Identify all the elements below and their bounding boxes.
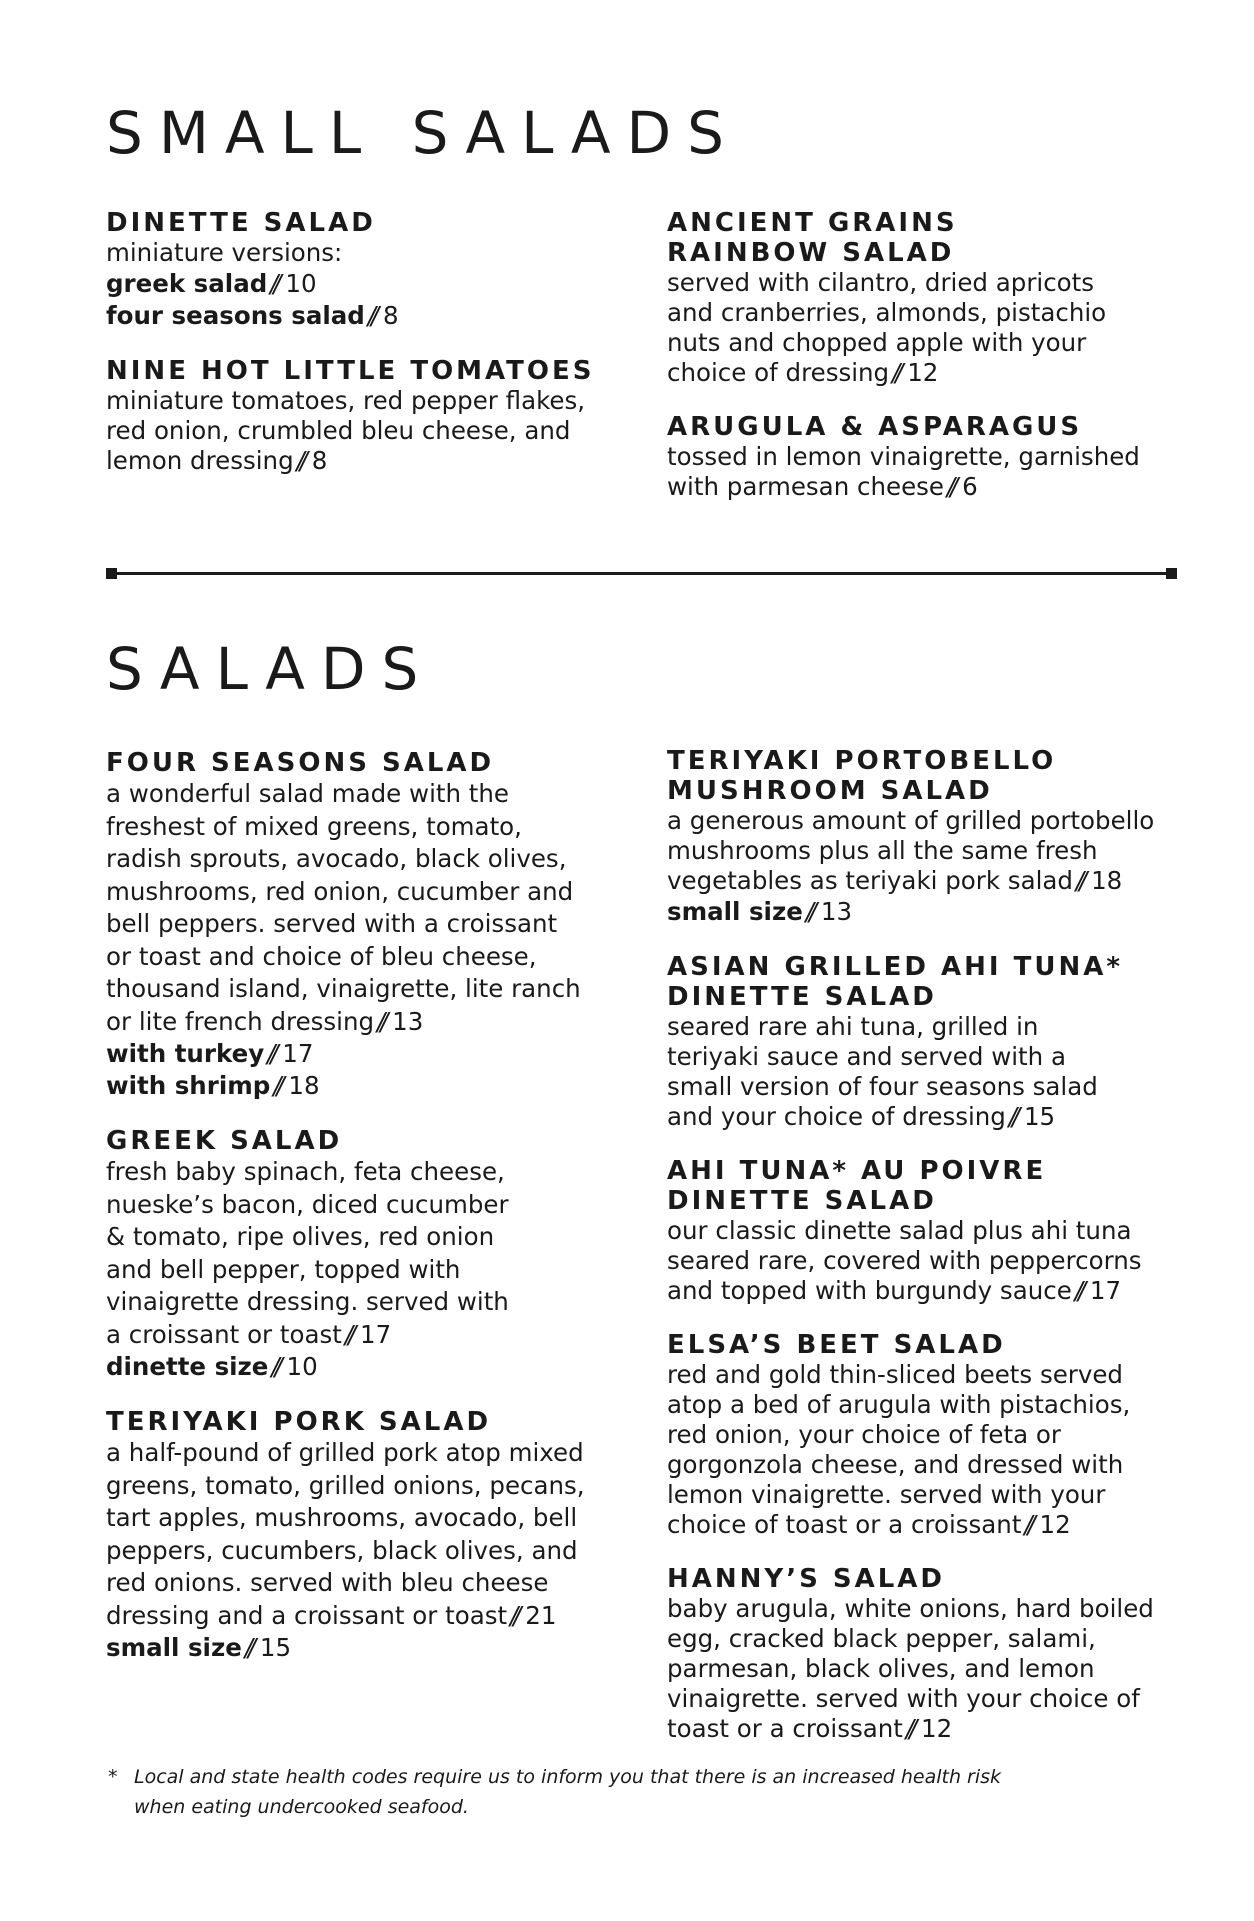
item-description: miniature versions: [106, 238, 343, 267]
item-price: // 6 [944, 472, 978, 501]
item-price: // 15 [242, 1633, 291, 1662]
item-price: // 12 [1021, 1510, 1070, 1539]
item-variant: four seasons salad// 8 [106, 300, 626, 332]
item-description: baby arugula, white onions, hard boiled egg, cracked black pepper, salami, parmesan, black olives, and lemon vinaigrette. served with your choice of toast or a croissant// 12 [667, 1594, 1167, 1744]
footnote-line-2: when eating undercooked seafood. [134, 1796, 469, 1818]
item-variant: dinette size// 10 [106, 1351, 606, 1383]
footnote-line-1: Local and state health codes require us to inform you that there is an increased health risk [134, 1766, 1002, 1788]
item-description: fresh baby spinach, feta cheese, nueske’s bacon, diced cucumber & tomato, ripe olives, red onion and bell pepper, topped with vinaigrette dressing. served with a croissant or toast// 17 [106, 1156, 516, 1351]
menu-item-ancient-grains-rainbow-salad [667, 208, 1167, 388]
item-name: FOUR SEASONS SALAD [106, 748, 495, 778]
salads-title: SALADS [106, 635, 435, 703]
item-name: ELSA’S BEET SALAD [667, 1330, 1006, 1360]
item-description: a generous amount of grilled portobello mushrooms plus all the same fresh vegetables as teriyaki pork salad// 18 [667, 806, 1167, 896]
item-description: our classic dinette salad plus ahi tuna seared rare, covered with peppercorns and topped with burgundy sauce// 17 [667, 1216, 1167, 1306]
health-code-footnote [108, 1762, 1008, 1822]
item-name: DINETTE SALAD [106, 208, 376, 238]
salads-right-column [667, 746, 1167, 1768]
menu-item-asian-grilled-ahi-tuna-dinette-salad [667, 952, 1167, 1132]
footnote-asterisk: * [108, 1766, 118, 1788]
item-price: // 13 [374, 1007, 423, 1036]
item-description: a wonderful salad made with the freshest of mixed greens, tomato, radish sprouts, avocado, black olives, mushrooms, red onion, cucumber and bell peppers. served with a croissant or toast and choice of bleu cheese, thousand island, vinaigrette, lite ranch or lite french dressing// 13 [106, 778, 586, 1038]
section-divider [106, 572, 1172, 575]
item-variant: greek salad// 10 [106, 268, 626, 300]
item-variant: small size// 13 [667, 896, 1167, 928]
item-description: miniature tomatoes, red pepper flakes, red onion, crumbled bleu cheese, and lemon dressing// 8 [106, 386, 626, 476]
item-name: TERIYAKI PORTOBELLO MUSHROOM SALAD [667, 746, 1057, 806]
menu-item-four-seasons-salad [106, 748, 606, 1102]
item-variant: with turkey// 17 [106, 1038, 606, 1070]
item-price: // 10 [268, 1352, 317, 1381]
menu-item-nine-hot-little-tomatoes [106, 356, 626, 476]
item-price: // 8 [294, 446, 328, 475]
item-description: tossed in lemon vinaigrette, garnished with parmesan cheese// 6 [667, 442, 1147, 502]
item-price: // 21 [507, 1601, 556, 1630]
item-price: // 18 [1073, 866, 1122, 895]
small-salads-right-column [667, 208, 1167, 526]
menu-item-hannys-salad [667, 1564, 1167, 1744]
small-salads-left-column [106, 208, 626, 500]
item-name: ARUGULA & ASPARAGUS [667, 412, 1083, 442]
divider-left-cap [106, 568, 117, 579]
item-name: TERIYAKI PORK SALAD [106, 1407, 492, 1437]
item-variant: with shrimp// 18 [106, 1070, 606, 1102]
menu-item-teriyaki-pork-salad [106, 1407, 606, 1664]
menu-item-ahi-tuna-au-poivre-dinette-salad [667, 1156, 1167, 1306]
salads-left-column [106, 748, 606, 1688]
item-name: GREEK SALAD [106, 1126, 343, 1156]
item-price: // 15 [1006, 1102, 1055, 1131]
item-name: ASIAN GRILLED AHI TUNA* DINETTE SALAD [667, 952, 1123, 1012]
item-name: AHI TUNA* AU POIVRE DINETTE SALAD [667, 1156, 1047, 1216]
menu-item-dinette-salad [106, 208, 626, 332]
item-price: // 18 [270, 1071, 319, 1100]
menu-item-arugula-asparagus [667, 412, 1167, 502]
item-name: NINE HOT LITTLE TOMATOES [106, 356, 595, 386]
menu-item-greek-salad [106, 1126, 606, 1383]
item-price: // 8 [365, 301, 399, 330]
item-variant: small size// 15 [106, 1632, 606, 1664]
item-price: // 17 [264, 1039, 313, 1068]
item-description: seared rare ahi tuna, grilled in teriyaki sauce and served with a small version of four seasons salad and your choice of dressing// 15 [667, 1012, 1117, 1132]
item-price: // 12 [903, 1714, 952, 1743]
item-price: // 17 [342, 1320, 391, 1349]
menu-item-elsas-beet-salad [667, 1330, 1167, 1540]
item-description: served with cilantro, dried apricots and cranberries, almonds, pistachio nuts and chopped apple with your choice of dressing// 12 [667, 268, 1107, 388]
item-price: // 12 [889, 358, 938, 387]
divider-right-cap [1166, 568, 1177, 579]
item-name: HANNY’S SALAD [667, 1564, 946, 1594]
item-price: // 17 [1072, 1276, 1121, 1305]
item-description: a half-pound of grilled pork atop mixed greens, tomato, grilled onions, pecans, tart apples, mushrooms, avocado, bell peppers, cucumbers, black olives, and red onions. served with bleu cheese dressing and a croissant or toast// 21 [106, 1437, 606, 1632]
menu-item-teriyaki-portobello-mushroom-salad [667, 746, 1167, 928]
item-price: // 10 [267, 269, 316, 298]
item-name: ANCIENT GRAINS RAINBOW SALAD [667, 208, 958, 268]
item-description: red and gold thin-sliced beets served atop a bed of arugula with pistachios, red onion, your choice of feta or gorgonzola cheese, and dressed with lemon vinaigrette. served with your choice of toast or a croissant// 12 [667, 1360, 1147, 1540]
small-salads-title: SMALL SALADS [106, 99, 740, 167]
item-price: // 13 [803, 897, 852, 926]
